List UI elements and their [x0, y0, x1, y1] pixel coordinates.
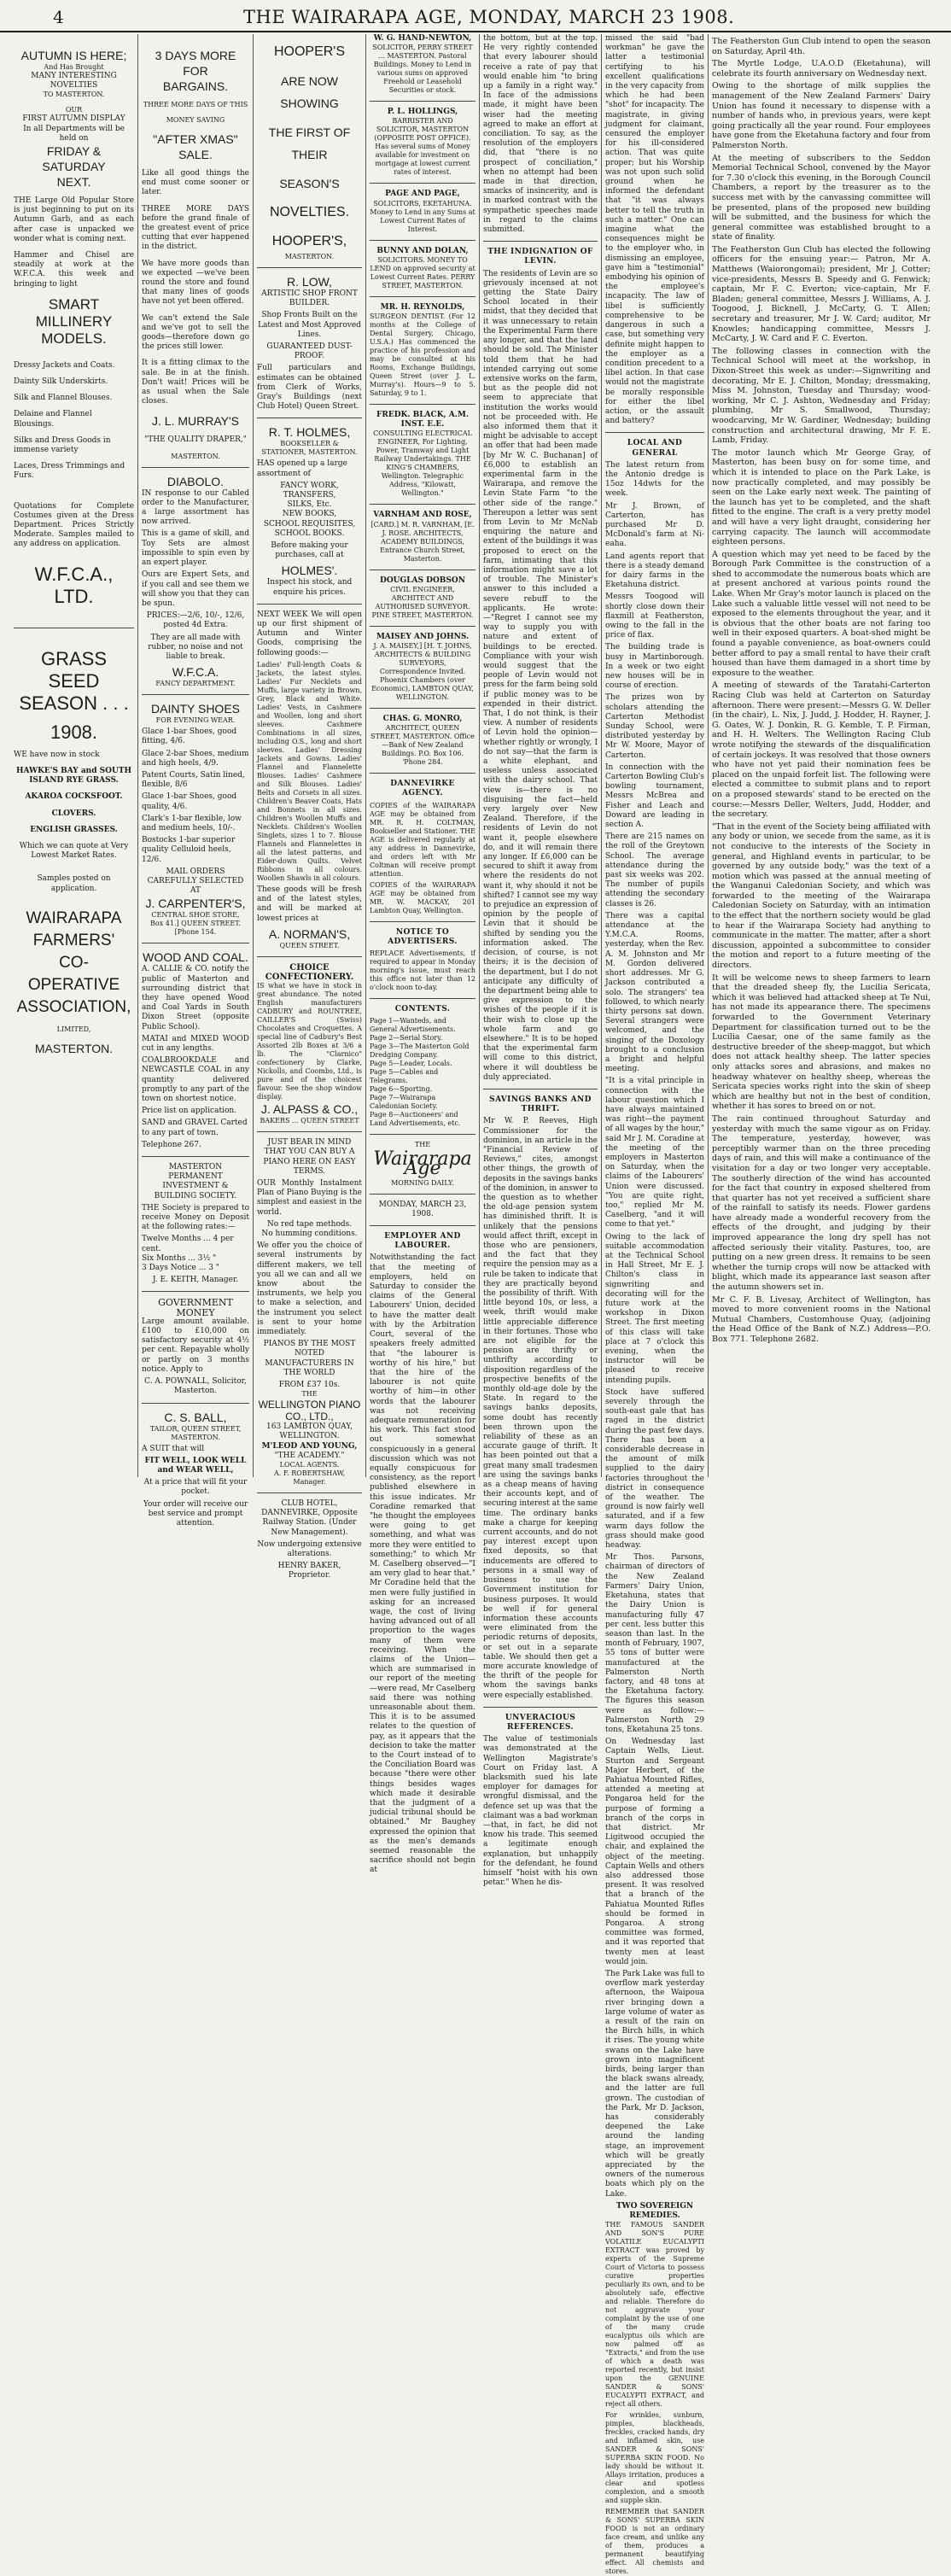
co-op-name: WAIRARAPA [26, 908, 122, 927]
contents-item: Page 5—Cables and Telegrams. [370, 1068, 439, 1085]
local-item: In connection with the Carterton Bowling Club's bowling tournament, Messrs McBrea and Fisher and Leach and Doward are leading in section A. [605, 762, 704, 830]
card-name: MAISEY AND JOHNS. [376, 632, 470, 641]
news-item: The Featherston Gun Club has elected the following officers for the ensuing year:— Patron, Mr A. Matthews (Waiorongomai); president, Mr J. Cotter; vice-presidents, Messrs B. Speedy and G. Fenwick; captain, Mr F. C. Everton; vice-captain, Mr F. Bladen; general committee, Messrs J. Williams, A. J. Toogood, J. Bicknell, J. McCarty, G. T. Allen; secretary and treasurer, Mr J. W. Card; auditor, Mr Knowles; handicapping committee, Messrs J. McCarty, J. W. Card and F. C. Everton. [712, 244, 931, 344]
ad-text: PIANOS BY THE MOST NOTED MANUFACTURERS IN THE WORLD [263, 1340, 356, 1377]
contents-item: Page 5—Leader, Locals. [370, 1060, 452, 1068]
local-item: The building trade is busy in Martinborough. In a week or two eight new houses will be in course of erection. [605, 643, 704, 691]
ad-text: NEXT WEEK We will open up our first shipment of Autumn and Winter Goods, comprising the following goods:— [257, 610, 362, 657]
autumn-headline: AUTUMN IS HERE; [20, 49, 127, 62]
local-item: "It is a vital principle in connection with the labour question which I have always maintained was right—the payment of all wages by the hour," said Mr J. M. Coradine at the meeting of the employers in Masterton on Saturday, when the claims of the Labourers' Union were discussed. "You are quite right, too," replied Mr M. Caselberg, "and it will come to that yet." [605, 1077, 704, 1230]
ad-text: 163 LAMBTON QUAY, WELLINGTON. [266, 1422, 353, 1441]
card-name: W. G. HAND-NEWTON, [373, 34, 472, 43]
local-item: Mr J. Brown, of Carterton, has purchased Mr D. McDonald's farm at Ni-eaha. [605, 501, 704, 549]
ad-text: THE FAMOUS SANDER AND SON'S PURE VOLATILE EUCALYPTI EXTRACT was proved by experts of the Supreme Court of Victoria to possess curative properties peculiarly its own, and to be absolutely safe, effective and reliable. Therefore do not aggravate your complaint by the use of one of the many crude eucalyptus oils which are now palmed off as "Extracts," and from the use of which a death was reported recently, but insist upon the GENUINE SANDER & SONS' EUCALYPTI EXTRACT, and reject all others. [605, 2221, 704, 2409]
ad-text: Price list on application. [142, 1107, 237, 1116]
ad-text: No humming conditions. [261, 1229, 358, 1238]
card-text: COPIES of the WAIRARAPA AGE may be obtained from MR. W. MACKAY, 201 Lambton Quay, Wellington. [370, 880, 476, 914]
news-item: The rain continued throughout Saturday and yesterday with much the same vigour as on Friday. The temperature, yesterday, however, was perceptibly warmer than on the three preceding days of rain, and this will make a continuance of the visitation for a day or two longer very acceptable. The southerly direction of the wind has accounted for the fact that country in exposed sheltered from that quarter has not yet received a sufficient share of the rainfall to satisfy its needs. Flower gardens have already made a wonderful recovery from the effects of the drought, and judging by their improved appearance the long dry spell has not affected seriously their vitality. Pastures, too, are putting on a new green dress. It remains to be seen whether the turnip crops will now be attacked with blight, which made its appearance last season after the autumn showers set in. [712, 1113, 931, 1293]
goods-item: NEW BOOKS, [282, 510, 337, 519]
card-text: SOLICITORS, EKETAHUNA. Money to Lend in any Sums at Lowest Current Rates of Interest. [370, 199, 476, 233]
shoe-item: Glace 1-bar Shoes, good quality, 4/6. [142, 792, 237, 811]
rate-row: Twelve Months ... 4 per cent. [142, 1235, 234, 1253]
government-money-headline: GOVERNMENT MONEY [158, 1297, 233, 1318]
ad-text: Your order will receive our best service and prompt attention. [143, 1499, 248, 1527]
card-text: REPLACE Advertisements, if required to appear in Monday morning's issue, must reach this office not later than 12 o'clock noon to-day. [370, 949, 476, 992]
friday-headline: FRIDAY & SATURDAY [42, 144, 106, 174]
ad-text: ARTISTIC SHOP FRONT BUILDER. [261, 289, 358, 308]
column-6 [601, 34, 708, 2576]
co-op-name: FARMERS' [32, 931, 115, 949]
item-5: Laces, Dress Trimmings and Furs. [14, 462, 125, 481]
ad-text: Ladies' Full-length Coats & Jackets, the latest styles. Ladies' Fur Necklets and Muffs, large variety in Brown, Grey, Black and White. Ladies' Vests, in Cashmere and Woollen, long and short sleeves. Cashmere Combinations in all sizes, including O.S., long and short sleeves. Ladies' Dressing Jackets and Gowns. Ladies' Flannel and Flannelette Blouses. Ladies' Cashmere and Silk Blouses. Ladies' Belts and Corsets in all sizes. Children's Beaver Coats, Hats and Bonnets in all sizes. Children's Woollen Muffs and Necklets. Children's Woollen Singlets, sizes 1 to 7. Blouse Flannels and Flannelettes in all the latest patterns, and Eider-down Quilts. Velvet Ribbons in all colours. Woollen Shawls in all colours. [257, 660, 362, 882]
ad-text: BAKERS ... QUEEN STREET [260, 1117, 359, 1125]
ad-text: REMEMBER that SANDER & SONS' SUPERBA SKIN FOOD is not an ordinary face cream, and unlike any of them, produces a permanent beautifying effect. All chemists and stores. [605, 2508, 704, 2576]
local-general-headline: LOCAL AND GENERAL [627, 439, 683, 458]
column-1 [10, 34, 137, 1477]
local-item: There was a capital attendance at the Y.M.C.A. Rooms, yesterday, when the Rev. A. M. Johnston and Mr M. Gordon delivered short addresses. Mr G. Jackson contributed a solo. The strangers' tea followed, to which nearly thirty persons sat down. Several strangers were welcomed, and the singing of the Doxology brought to a conclusion a bright and helpful meeting. [605, 911, 704, 1074]
contents-headline: CONTENTS. [394, 1005, 451, 1014]
ad-text: ENGLISH GRASSES. [30, 825, 118, 834]
ad-text: Large amount available. £100 to £10,000 on satisfactory security at 4½ per cent. Repayable wholly or partly on 3 months notice. Apply to [142, 1317, 249, 1374]
ad-text: Ours are Expert Sets, and if you call and see them we will show you that they can be spun. [142, 570, 249, 608]
co-op-name: CO-OPERATIVE [27, 953, 120, 994]
ad-text: OUR [65, 106, 83, 114]
ad-text: HAWKE'S BAY and SOUTH ISLAND RYE GRASS. [15, 766, 132, 786]
ad-text: Telephone 267. [142, 1140, 201, 1149]
news-item: Mr C. F. B. Livesay, Architect of Wellington, has moved to more convenient rooms in the National Mutual Chambers, Customhouse Quay, (adjoining the Head Office of the Bank of N.Z.) Address—P.O. Box 771. Telephone 2682. [712, 1294, 931, 1344]
hooper-headline: THE FIRST OF THEIR [268, 126, 351, 161]
card-name: CHAS. G. MONRO, [382, 715, 463, 724]
card-text: ARCHITECT, QUEEN STREET, MASTERTON. Office—Bank of New Zealand Buildings. P.O. Box 106. 'Phone 284. [370, 724, 475, 767]
card-text: SOLICITORS. MONEY TO LEND on approved security at Lowest Current Rates. PERRY STREET, MASTERTON. [370, 255, 476, 289]
ad-text: This is a game of skill, and Toy Sets are almost impossible to spin even by an expert player. [142, 529, 249, 568]
grass-seed-headline: GRASS SEED [40, 647, 108, 692]
ad-text: IS what we have in stock in great abundance. The noted English manufacturers CADBURY and ROUNTREE, CAILLER'S (Swiss) Chocolates and Croquettes. A special line of Cadbury's Best Assorted 2lb Boxes at 3/6 a lb. The "Clarnico" confectionery by Clarke, Nickolls, and Coombs, Ltd., is pure and of the choicest flavour. See the shop window display. [257, 982, 362, 1101]
local-item: Owing to the lack of suitable accommodation at the Technical School in Hall Street, Mr E. J. Chilton's class in signwriting and decorating will for the future work at the workshop in Dixon Street. The first meeting of this class will take place at 7 o'clock this evening, when the instructor will be pleased to receive intending pupils. [605, 1232, 704, 1385]
ad-text: MAIL ORDERS CAREFULLY SELECTED AT [147, 867, 244, 896]
ad-text: HENRY BAKER, Proprietor. [277, 1562, 341, 1580]
card-text: CIVIL ENGINEER, ARCHITECT AND AUTHORISED SURVEYOR. PINE STREET, MASTERTON. [371, 585, 474, 619]
local-item: The prizes won by scholars attending the Carterton Methodist Sunday School, were distributed yesterday by Mr W. Moore, Mayor of Carterton. [605, 693, 704, 760]
card-name: PAGE AND PAGE, [385, 190, 460, 199]
investment-headline: MASTERTON PERMANENT INVESTMENT & BUILDING SOCIETY. [154, 1163, 237, 1200]
card-text: [CARD.] M. R. VARNHAM, [E. J. ROSE. ARCHITECTS, ACADEMY BUILDINGS, Entrance Church Street, Masterton. [370, 520, 475, 563]
ad-text: A. CALLIE & CO. notify the public of Masterton and surrounding district that they have opened Wood and Coal Yards in South Dixon Street (opposite Public School). [142, 965, 249, 1031]
confectionery-headline: CHOICE CONFECTIONERY. [265, 962, 354, 982]
news-item: Owing to the shortage of milk supplies the management of the New Zealand Farmers' Dairy Union has found it necessary to dispense with a number of hands who, in previous years, were kept going practically all the year round. Four employees have gone from the Eketahuna factory and four from Palmerston North. [712, 81, 931, 150]
ad-text: LOCAL AGENTS. [279, 1461, 340, 1469]
ad-text: PRICES:—2/6, 10/-, 12/6, posted 4d Extra. [146, 611, 245, 630]
models-headline: MODELS. [41, 330, 107, 347]
ad-text: CLOVERS. [51, 809, 96, 818]
diabolo-headline: DIABOLO. [166, 474, 225, 488]
wfca-logo: W.F.C.A. [172, 665, 219, 680]
ad-text: A SUIT that will [142, 1444, 205, 1453]
ad-text: IN response to our Cabled order to the Manufacturer, a large assortment has now arrived. [142, 488, 249, 527]
ad-text: No red tape methods. [266, 1219, 353, 1229]
ad-text: THE [301, 1390, 318, 1399]
ad-text: LIMITED, [56, 1025, 91, 1033]
savings-headline: SAVINGS BANKS AND THRIFT. [489, 1095, 592, 1114]
local-item: Stock have suffered severely through the south-east gale that has raged in the district during the past few days. There has been a considerable decrease in the amount of milk supplied to the dairy factories throughout the district in consequence of the weather. The ground is now fairly well saturated, and if a few warm days follow the grass should make good headway. [605, 1387, 704, 1551]
hooper-headline: HOOPER'S [273, 44, 346, 59]
club-hotel-ad: CLUB HOTEL, DANNEVIRKE, Opposite Railway Station. (Under New Management). [261, 1499, 358, 1537]
ad-text: We offer you the choice of several instruments by different makers, we tell you all we can and all we know about the instruments, we help you to make a selection, and the instrument you select is sent to your home immediately. [257, 1241, 362, 1336]
ad-text: WE have now in stock [14, 750, 100, 759]
ad-text: MASTERTON. [284, 253, 335, 260]
wfca-logo: W.F.C.A., LTD. [34, 563, 114, 607]
hooper-headline: SEASON'S [279, 177, 340, 190]
contents-item: Page 8—Auctioneers' and Land Advertisements, etc. [370, 1111, 461, 1128]
ad-text: MONEY SAVING [166, 116, 225, 124]
contents-item: Page 2—Serial Story. [370, 1034, 443, 1043]
article-text: the bottom, but at the top. He very rightly contended that every labourer should receive a rate of pay that would enable him "to bring up a family in a right way." In face of the admissions made, it might have been wiser had the meeting agreed to make an effort at conciliation. To say, as the resolution of the employers did, that "there is no prospect of conciliation," when no attempt had been made in that direction, smacks of insincerity, and is in marked contrast with the sympathetic speeches made in regard to the claims submitted. [483, 34, 598, 235]
article-text: Mr W. P. Reeves, High Commissioner for the dominion, in an article in the "Financial Review of Reviews," cites, amongst other things, the growth of deposits in the savings banks of the dominion, in answer to the question as to whether the old-age pension system has diminished thrift. It is unlikely that the pensions would affect thrift, except in those who are pensioners, and the fact that they require the pension may as a rule be taken to indicate that they are practically beyond the possibility of thrift. With little beyond 10s, or less, a week, thrift would make little appreciable difference in their fortunes. Those who are not eligible for the pension are thrifty or unthrifty according to disposition regardless of the prospective benefits of the monthly old-age dole by the State. In regard to the savings banks deposits, some doubt has recently been thrown upon the reliability of these as an accurate gauge of thrift. It has been pointed out that a great many small tradesmen are using the savings banks as a cheap means of having their accounts kept, and of securing interest at the same time. The ordinary banks make a charge for keeping current accounts, and do not pay interest except upon fixed deposits, so that inducements are offered to persons in a small way of business to use the Government institution for business purposes. It would be well if for general information these accounts were eliminated from the periodic returns of deposits, or set out in a separate table. We should then get a more accurate knowledge of the thrift of the people for whom the savings banks were especially established. [483, 1117, 598, 1700]
sale-headline: BARGAINS. [162, 79, 229, 93]
card-text: BARRISTER AND SOLICITOR, MASTERTON (OPPOSITE POST OFFICE). Has several sums of Money available for investment on mortgage at lowest current rates of interest. [374, 117, 471, 177]
agency-headline: DANNEVIRKE AGENCY. [390, 780, 455, 798]
ad-text: CENTRAL SHOE STORE, [151, 911, 240, 920]
ad-text: We can't extend the Sale and we've got to sell the goods—therefore down go the prices still lower. [142, 313, 249, 352]
ad-text: Before making your purchases, call at [271, 541, 348, 560]
remedies-headline: TWO SOVEREIGN REMEDIES. [616, 2201, 694, 2221]
local-item: Messrs Toogood will shortly close down their flaxmill at Featherston, owing to the fall in the price of flax. [605, 593, 704, 640]
card-text: SURGEON DENTIST. (For 12 months at the College of Dental Surgery, Chicago, U.S.A.) Has commenced the practice of his profession and may be consulted at his Rooms, Exchange Buildings, Queen Street (over J. L. Murray's). Hours—9 to 5. Saturday, 9 to 1. [370, 313, 476, 398]
card-name: VARNHAM AND ROSE, [373, 511, 472, 520]
news-item: The following classes in connection with the Technical School will meet at the workshop, in Dixon-Street this week as under:—Signwriting and decorating, Mr E. J. Chilton, Monday; dressmaking, Miss M. Johnston, Tuesday and Thursday; wood-working, Mr C. J. Ashton, Wednesday and Friday; plumbing, Mr S. Smallwood, Thursday; woodcarving, Mr W. Gardiner, Wednesday; building construction and architectural drawing, Mr F. E. Lamb, Friday. [712, 346, 931, 446]
ad-text: COALBROOKDALE and NEWCASTLE COAL in any quantity delivered promptly to any part of the town on shortest notice. [142, 1056, 249, 1104]
ad-text: Shop Fronts Built on the Latest and Most Approved Lines. [258, 311, 361, 339]
ad-text: SAND and GRAVEL Carted to any part of town. [142, 1119, 248, 1137]
holmes-name: HOLMES'. [281, 564, 338, 578]
ad-text: AKAROA COCKSFOOT. [25, 792, 123, 802]
contents-item: Page 1—Wanteds, and General Advertisements. [370, 1017, 456, 1034]
goods-item: SILKS, Etc. [287, 500, 332, 510]
card-name: P. L. HOLLINGS, [387, 108, 458, 117]
ad-text: OUR Monthly Instalment Plan of Piano Buying is the simplest and easiest in the world. [257, 1178, 362, 1217]
ad-text: THE [414, 1141, 431, 1149]
issue-date: MONDAY, MARCH 23, 1908. [378, 1200, 467, 1218]
goods-item: SCHOOL REQUISITES, [263, 519, 356, 529]
goods-item: SCHOOL BOOKS. [274, 529, 345, 538]
ad-text: Full particulars and estimates can be obtained from Clerk of Works, Gray's Buildings (next Club Hotel) Queen Street. [257, 364, 362, 412]
ad-text: MANY INTERESTING NOVELTIES [31, 72, 117, 91]
ad-text: GUARANTEED DUST-PROOF. [266, 342, 353, 361]
ad-text: MASTERTON. [171, 452, 220, 460]
alpass-name: J. ALPASS & CO., [260, 1102, 359, 1117]
shoe-item: Glace 1-bar Shoes, good fitting, 4/6. [142, 727, 237, 746]
ad-text: These goods will be fresh and of the latest styles, and will be marked at lowest prices at [257, 885, 362, 923]
ad-text: Which we can quote at Very Lowest Market Rates. [19, 841, 129, 861]
card-name: FREDK. BLACK, A.M. INST. E.E. [376, 411, 469, 429]
card-text: COPIES of the WAIRARAPA AGE may be obtained from MR. R. H. COLTMAN, Bookseller and Stationer. THE AGE is delivered regularly at any address in Dannevirke, and orders left with Mr Coltman will receive prompt attention. [370, 801, 476, 878]
card-name: BUNNY AND DOLAN, [376, 246, 469, 255]
ad-text: THE Society is prepared to receive Money on Deposit at the following rates:— [142, 1203, 249, 1232]
item-0: Dressy Jackets and Coats. [14, 360, 115, 370]
card-text: J. A. MAISEY,] [H. T. JOHNS, ARCHITECTS & BUILDING SURVEYORS, Correspondence Invited. Phoenix Chambers (over Economic), LAMBTON QUAY, WELLINGTON. [371, 642, 474, 702]
sale-headline: "AFTER XMAS" SALE. [153, 132, 238, 161]
news-item: A meeting of stewards of the Taratahi-Carterton Racing Club was held at Carterton on Saturday afternoon. There were present:—Messrs G. W. Deller (in the chair), L. Nix, J. Judd, J. Hodder, H. Rayner, J. G. Oates, W. J. Donkin, R. G. Kemble, T. P. Firman, and H. H. Welters. The Wellington Racing Club wrote notifying the stewards of the disqualification of certain jockeys. It was resolved that those owners who have not yet paid their nomination fees be placed on the unpaid forfeit list. The following were elected a committee to submit plans and to report on a proposed stewards' stand to be erected on the course:—Messrs Deller, Welters, Judd, Hodder, and the secretary. [712, 681, 931, 820]
column-7 [708, 34, 934, 1477]
ad-text: Samples posted on application. [37, 874, 111, 893]
ad-text: FIT WELL, LOOK WELL and WEAR WELL, [144, 1456, 247, 1475]
contents-item: Page 7—Wairarapa Caledonian Society. [370, 1094, 438, 1111]
ad-text: Like all good things the end must come sooner or later. [142, 169, 249, 197]
ad-text: Box 41.] QUEEN STREET. [Phone 154. [150, 920, 241, 937]
item-3: Delaine and Flannel Blousings. [14, 410, 92, 429]
shoe-item: Clark's 1-bar flexible, low and medium heels, 10/-. [142, 814, 242, 832]
ad-text: A. F. ROBERTSHAW, Manager. [273, 1469, 346, 1486]
ad-text: At a price that will fit your pocket. [143, 1478, 248, 1497]
indignation-headline: THE INDIGNATION OF LEVIN. [487, 248, 593, 266]
local-item: Mr Thos. Parsons, chairman of directors of the New Zealand Farmers' Dairy Union, Eketahuna, states that the Dairy Union is manufacturing fully 47 per cent. less butter this season than last. In the month of February, 1907, 55 tons of butter were manufactured at the Palmerston North factory, and 48 tons at the Eketahuna factory. The figures this season were as follow:—Palmerston North 29 tons, Eketahuna 25 tons. [605, 1553, 704, 1734]
season-headline: SEASON . . . [19, 692, 129, 714]
column-2 [137, 34, 253, 1527]
card-name: MR. H. REYNOLDS, [380, 302, 465, 312]
shoe-item: Patent Courts, Satin lined, flexible, 8/6 [142, 770, 245, 790]
ad-text: C. A. POWNALL, Solicitor, Masterton. [144, 1377, 247, 1396]
page-number: 4 [53, 7, 64, 27]
news-item: A question which may yet need to be faced by the Borough Park Committee is the construction of a shed to accommodate the numerous boats which are at present anchored at various points round the Lake. When Mr Gray's motor launch is placed on the Lake such a valuable little vessel will not need to be exposed to the elements throughout the year, and it is obvious that the other boats are not faring too well in their exposed quarters. A boat-shed might be found a payable convenience, as boat-owners could better afford to pay a small rental to have their craft housed than have them damaged in a short time by exposure to the weather. [712, 549, 931, 678]
co-op-name: ASSOCIATION, [16, 997, 131, 1016]
editorial-headline: EMPLOYER AND LABOURER. [384, 1232, 461, 1251]
shoe-item: Bostocks 1-bar superior quality Celluloid heels, 12/6. [142, 836, 236, 864]
ad-text: They are all made with rubber, no noise and not liable to break. [148, 633, 243, 661]
news-item: The Myrtle Lodge, U.A.O.D (Eketahuna), will celebrate its fourth anniversary on Wednesday next. [712, 59, 931, 79]
column-4 [365, 34, 479, 1875]
hooper-headline: ARE NOW SHOWING [280, 74, 339, 110]
shoes-headline: DAINTY SHOES [151, 702, 240, 716]
news-item: The motor launch which Mr George Gray, of Masterton, has been busy on for some time, and which it is intended to place on the Park Lake, is now practically completed, and may possibly be seen on the Lake early next week. The painting of the launch has yet to be completed, and the shaft fitted to the engine. The craft is a very pretty model and will have a very light draught, considering her carrying capacity. The launch will accommodate eighteen persons. [712, 447, 931, 547]
rate-row: 3 Days Notice ... 3 " [142, 1264, 219, 1273]
ad-text: THREE MORE DAYS before the grand finale of the greatest event of price cutting that ever happened in the district. [142, 204, 249, 252]
ad-text: FROM £37 10s. [278, 1380, 341, 1389]
holmes-name: R. T. HOLMES, [268, 425, 351, 440]
ad-text: BOOKSELLER & STATIONER, MASTERTON. [261, 440, 358, 457]
column-3 [253, 34, 365, 1580]
ad-text: Quotations for Complete Costumes given at the Dress Department. Prices Strictly Moderate. Samples mailed to any address on application. [14, 501, 134, 549]
notice-headline: NOTICE TO ADVERTISERS. [388, 927, 458, 946]
card-text: CONSULTING ELECTRICAL ENGINEER, For Lighting, Power, Tramway and Light Railway Undertakings. THE KING'S CHAMBERS, Wellington. Telegraphic Address, "Kilowatt, Wellington." [373, 429, 472, 498]
ad-text: It is a fitting climax to the sale. Be in at the finish. Don't wait! Prices will be as usual when the Sale closes. [142, 359, 249, 406]
article-text: missed the said "bad workman" he gave the latter a testimonial certifying to his excellent qualifications in the very capacity from which he had been "shot" for incapacity. The magistrate, in giving judgment for claimant, censured the employer for his ill-considered action. That was quite proper; but his Worship was not upon such solid ground when he informed the defendant that "it was always better to tell the truth in such a matter." One can imagine what the consequences might be to the employer who, in dismissing an employee, gave him a "testimonial" embodying his opinion of the employee's incapacity. The law of libel is sufficiently comprehensive to be dangerous in such a case, but something very definite might happen to the employer as a condition precedent to a libel action. In that case would not the magistrate be morally responsible for either the libel action, or the assault and battery? [605, 34, 704, 426]
ad-text: HAS opened up a large assortment of [257, 459, 347, 478]
card-text: SOLICITOR, PERRY STREET ... MASTERTON. Pastoral Buildings. Money to Lend in various sums on approved Freehold or Leasehold Securities or stock. [372, 44, 473, 95]
unveracious-headline: UNVERACIOUS REFERENCES. [505, 1713, 576, 1732]
goods-item: TRANSFERS, [283, 491, 336, 500]
local-item: On Wednesday last Captain Wells, Lieut. Sturton and Sergeant Major Herbert, of the Pahiatua Mounted Rifles, attended a meeting at Pongaroa held for the purpose of forming a branch of the corps in that district. Mr Ligitwood occupied the chair, and explained the object of the meeting. Captain Wells and others also addressed those present. It was resolved that a branch of the Pahiatua Mounted Rifles should be formed in Pongaroa. A strong committee was formed, and it was reported that twenty men at least would join. [605, 1738, 704, 1966]
item-1: Dainty Silk Underskirts. [14, 377, 108, 387]
wood-coal-headline: WOOD AND COAL. [143, 950, 248, 965]
ad-text: THE Large Old Popular Store is just beginning to put on its Autumn Garb, and as each after case is unpacked we wonder what is coming next. [14, 196, 134, 243]
millinery-headline: SMART MILLINERY [35, 295, 113, 330]
ad-text: FIRST AUTUMN DISPLAY [22, 114, 125, 124]
ad-text: "THE QUALITY DRAPER," [144, 435, 247, 445]
ad-text: J. E. KEITH, Manager. [152, 1276, 239, 1285]
masthead [0, 0, 951, 32]
ad-text: "THE ACADEMY." [274, 1451, 345, 1460]
low-name: R. LOW, [287, 275, 332, 289]
ad-text: FANCY DEPARTMENT. [155, 680, 236, 688]
ad-text: MORNING DAILY. [391, 1178, 454, 1187]
sale-headline: 3 DAYS MORE FOR [155, 49, 236, 78]
ad-text: FOR EVENING WEAR. [155, 716, 236, 725]
news-item: "That in the event of the Society being affiliated with any body or union, we secede from the same, as it is not conducive to the interests of the Society in general, and Highland events in particular, to be governed by any outside body," was the text of a motion which was passed at the annual meeting of the Wanganui Caledonian Society, and which was forwarded to the meeting of the Wairarapa Caledonian Society on Saturday, with an intimation to the effect that the northern society would be glad to hear if the Wairarapa Society had anything to communicate in the matter. The matter, after a short discussion, appointed a subcommittee to consider the motion and report to a future meeting of the directors. [712, 821, 931, 971]
card-name: DOUGLAS DOBSON [380, 575, 465, 585]
local-item: The latest return from the Antonio dredge is 15oz 14dwts for the week. [605, 460, 704, 499]
ad-text: Now undergoing extensive alterations. [257, 1539, 362, 1559]
wellington-piano-name: WELLINGTON PIANO CO., LTD., [258, 1399, 361, 1423]
news-item: At the meeting of subscribers to the Seddon Memorial Technical School, convened by the Mayor for 7.30 o'clock this evening, in the Borough Council Chambers, a report by the treasurer as to the success met with by the canvassing committee will be presented, plans of the proposed new building will be submitted, and the business for which the general committee was established brought to a state of finality. [712, 153, 931, 242]
norman-name: A. NORMAN'S, [268, 926, 351, 941]
ad-text: Inspect his stock, and enquire his prices. [266, 578, 353, 597]
ad-text: THREE MORE DAYS OF THIS [143, 101, 248, 108]
ad-text: M'LEOD AND YOUNG, [261, 1441, 358, 1451]
article-text: The value of testimonials was demonstrated at the Wellington Magistrate's Court on Friday last. A blacksmith sued his late employer for damages for wrongful dismissal, and the defence set up was that the claimant was a bad workman—that, in fact, he did not know his trade. This seemed a legitimate enough explanation, but unhappily for the defendant, he found himself "hoist with his own petar." When he dis- [483, 1735, 598, 1888]
ad-text: MATAI and MIXED WOOD cut in any lengths. [142, 1034, 249, 1053]
next-headline: NEXT. [56, 175, 91, 190]
shoe-item: Glace 2-bar Shoes, medium and high heels, 4/9. [142, 749, 249, 768]
local-item: Land agents report that there is a steady demand for dairy farms in the Eketahuna district. [605, 552, 704, 590]
ad-text: MASTERTON. [34, 1041, 114, 1055]
item-4: Silks and Dress Goods in immense variety [14, 435, 111, 455]
murray-name: J. L. MURRAY'S [152, 414, 239, 429]
carpenter-name: J. CARPENTER'S, [145, 897, 246, 911]
contents-item: Page 3—The Masterton Gold Dredging Company. [370, 1043, 470, 1060]
local-item: There are 215 names on the roll of the Greytown School. The average attendance during the past six weeks was 202. The number of pupils attending the secondary classes is 26. [605, 832, 704, 908]
ad-text: And Has Brought [44, 63, 104, 71]
item-2: Silk and Flannel Blouses. [14, 394, 113, 403]
ad-text: TO MASTERTON. [43, 91, 105, 99]
ad-text: We have more goods than we expected —we've been round the store and found that many lines of goods have not yet been offered. [142, 259, 249, 307]
newspaper-title: THE WAIRARAPA AGE, MONDAY, MARCH 23 1908. [243, 7, 735, 27]
piano-headline: JUST BEAR IN MIND THAT YOU CAN BUY A PIANO HERE ON EASY TERMS. [263, 1138, 356, 1176]
hooper-headline: HOOPER'S, [271, 234, 347, 248]
column-5 [479, 34, 601, 1888]
rate-row: Six Months ... 3½ " [142, 1253, 217, 1263]
ad-text: Hammer and Chisel are steadily at work at the W.F.C.A. this week and bringing to light [14, 251, 134, 289]
article-text: The residents of Levin are so grievously incensed at not getting the State Dairy School located in their midst, that they decided that it was unnecessary to retain the Experimental Farm there any longer, and that the land should be sold. The Minister told them that he had intended carrying out some extensive works on the farm, but as the people did not seem to appreciate that institution the works would not be proceeded with. He also informed them that it might be advisable to accept an offer that had been made [by Mr W. C. Buchanan] of £6,000 to establish an experimental farm in the Wairarapa, and remove the Levin State Farm "to the other side of the range." Thereupon a letter was sent from Levin to Mr McNab enquiring the nature and extent of the buildings it was proposed to erect on the farm, intimating that this information might save a lot of trouble. The Minister's answer to this included a severe rebuff to the applicants. He wrote:—"Regret I cannot see my way to supply you with nature and extent of buildings to be erected. Compliance with your wish would suggest that the people of Levin would not press for the farm being sold if public money was to be expended in their district. That, I do not think, is their view. A number of residents of Levin hold the opinion—whether rightly or wrongly, I do not say—that the farm is a white elephant, and useless unless associated with the dairy school. That view is—there is no disguising the fact—held very largely over New Zealand. Therefore, if the residents of Levin do not want it, people elsewhere do, and it will remain there any longer. If £6,000 can be secured to shift it away from where the residents do not want it, why should it not be shifted? I cannot see my way to prejudice an expression of opinion by the people of Levin that it should be shifted by sending you the information asked. The decision, of course, is not theirs; it is the decision of the department, but I do not anticipate any difficulty of the department being able to give expression to the wishes of the people if it is their wish to close up the whole farm and go elsewhere." It is to be hoped that the experimental farm will come to this district, where it will doubtless be duly appreciated. [483, 269, 598, 1082]
newspaper-logo: Wairarapa Age [373, 1148, 472, 1180]
contents-item: Page 6—Sporting. [370, 1085, 433, 1094]
goods-item: FANCY WORK, [280, 481, 339, 490]
news-item: The Featherston Gun Club intend to open the season on Saturday, April 4th. [712, 37, 931, 56]
ad-text: In all Departments will be held on [23, 124, 125, 143]
hooper-headline: NOVELTIES. [269, 205, 350, 219]
ad-text: For wrinkles, sunburn, pimples, blackheads, freckles, cracked hands, dry and inflamed skin, use SANDER & SONS' SUPERBA SKIN FOOD. No lady should be without it. Allays irritation, produces a clear and spotless complexion, and a smooth and supple skin. [605, 2411, 704, 2505]
article-text: Notwithstanding the fact that the meeting of employers, held on Saturday to consider the claims of the General Labourers' Union, decided to have the matter dealt with by the Arbitration Court, several of the speakers freely admitted that "the labourer is worthy of his hire," but that the hire of the labourer is not quite worthy of him—in other words that the labourer was not receiving adequate remuneration for his work. This fact stood out somewhat conspicuously in a general discussion which was not equally conspicuous for consistency, as the report published elsewhere in this issue indicates. Mr Coradine remarked that "he thought the employees were going to get something, and what was more they were entitled to something;" to which Mr M. Caselberg observed—"I am very glad to hear that." Mr Coradine held that the men were fully justified in asking for an increased wage, the cost of living having advanced out of all proportion to the wages many of them were receiving. When the claims of the Union—which are summarised in our report of the meeting—were read, Mr Caselberg said there was nothing unreasonable about them. This it is to be assumed relates to the question of pay, as it appears that the decision to take the matter to the Court instead of to the Conciliation Board was because "there were other things besides wages which made it desirable that the judgment of a judicial tribunal should be obtained." Mr Baughey expressed the opinion that as the men's demands seemed reasonable the sacrifice should not begin at [370, 1253, 476, 1875]
ad-text: QUEEN STREET. [279, 941, 340, 949]
local-item: The Park Lake was full to overflow mark yesterday afternoon, the Waipoua river bringing down a large volume of water as a result of the rain on the Birch hills, in which it rises. The young white swans on the Lake have grown into magnificent birds, being larger than the black swans already, and the latter are full grown. The custodian of the Park, Mr D. Jackson, has considerably deepened the Lake around the landing stage, an improvement which will be greatly appreciated by the owners of the numerous boats which ply on the Lake. [605, 1970, 704, 2199]
ball-name: C. S. BALL, [164, 1410, 227, 1424]
news-item: It will be welcome news to sheep farmers to learn that the dreaded sheep fly, the Lucilia Sericata, which it was believed had attacked sheep at Te Nui, has not made its appearance there. The specimens forwarded to the Government Veterinary Department for classification turned out to be the Lucilia Caesar, one of the same family as the destructive breeder of the sheep-maggot, but which does not attack healthy sheep. The latter species only attacks sores and abrasions, and makes no headway whatever on healthy sheep, whereas the Sericata species works right into the skin of sheep which are healthy but not in the best of condition, whether it has sores to breed on or not. [712, 973, 931, 1112]
year-headline: 1908. [50, 721, 98, 743]
ad-text: TAILOR, QUEEN STREET, MASTERTON. [149, 1424, 242, 1441]
